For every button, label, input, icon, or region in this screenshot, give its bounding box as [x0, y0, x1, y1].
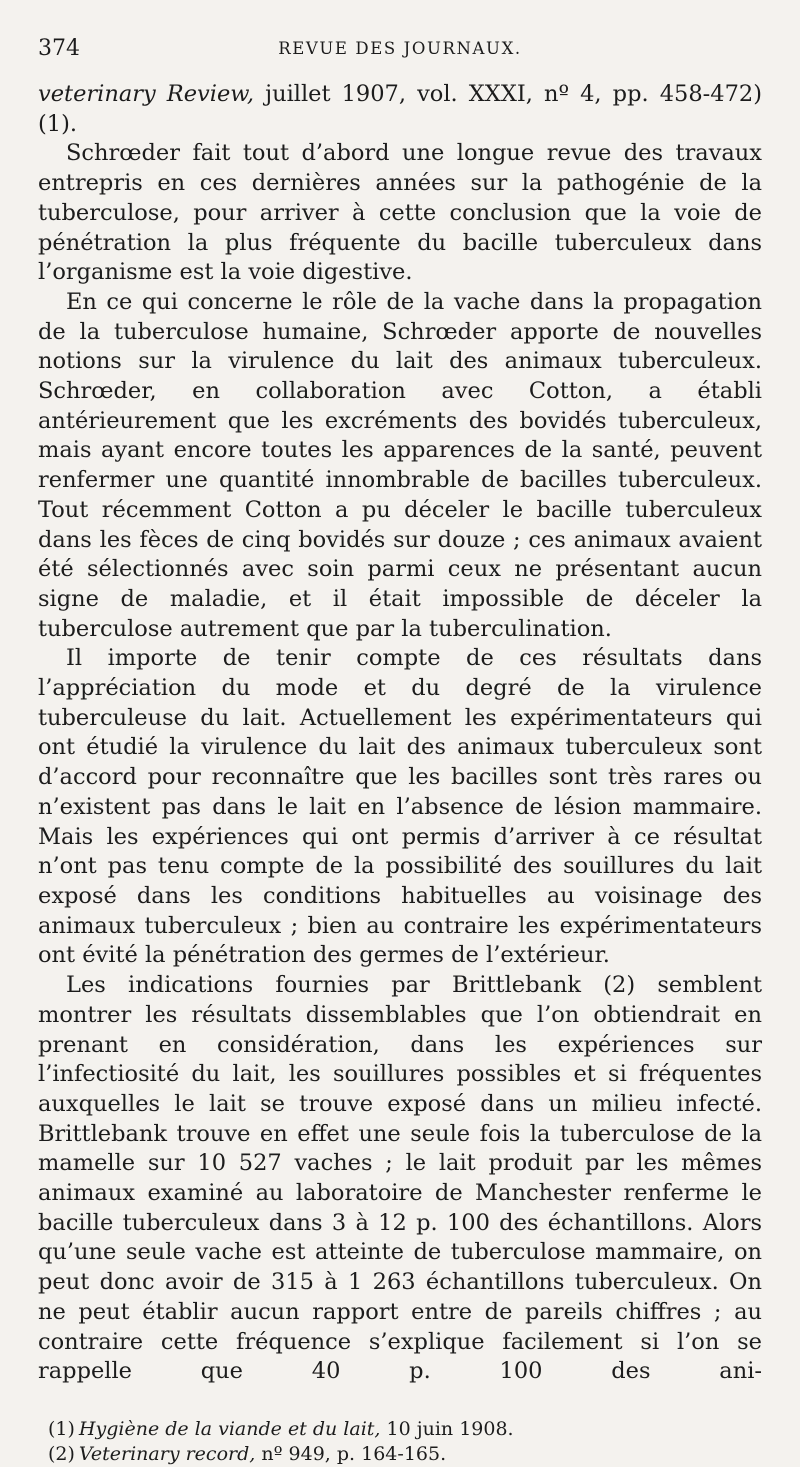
footnote-mark: (1) [48, 1417, 75, 1440]
footnote-detail: nº 949, p. 164-165. [255, 1442, 447, 1465]
footnote [48, 1417, 762, 1442]
running-head [38, 30, 762, 70]
paragraph: Il importe de tenir compte de ces résultats dans l’appréciation du mode et du degré de la virulence tuberculeuse du lait. Actuellement les expérimentateurs qui ont étudié la virulence du lait des animaux tuberculeux sont d’accord pour reconnaître que les bacilles sont très rares ou n’existent pas dans le lait en l’absence de lésion mammaire. Mais les expériences qui ont permis d’arriver à ce résultat n’ont pas tenu compte de la possibilité des souillures du lait exposé dans les conditions habituelles au voisinage des animaux tuberculeux ; bien au contraire les expérimentateurs ont évité la pénétration des germes de l’extérieur. [38, 645, 762, 969]
footnote-source: Hygiène de la viande et du lait, [78, 1417, 381, 1440]
footnote-detail: 10 juin 1908. [380, 1417, 514, 1440]
footnote-mark: (2) [48, 1442, 75, 1465]
paragraph: En ce qui concerne le rôle de la vache dans la propagation de la tuberculose humaine, Schrœder apporte de nouvelles notions sur la virulence du lait des animaux tuberculeux. Schrœder, en collaboration avec Cotton, a établi antérieurement que les excréments des bovidés tuberculeux, mais ayant encore toutes les apparences de la santé, peuvent renfermer une quantité innombrable de bacilles tuberculeux. Tout récemment Cotton a pu déceler le bacille tuberculeux dans les fèces de cinq bovidés sur douze ; ces animaux avaient été sélectionnés avec soin parmi ceux ne présentant aucun signe de maladie, et il était impossible de déceler la tuberculose autrement que par la tuberculination. [38, 288, 762, 642]
journal-reference-italic: veterinary Review, [38, 81, 255, 107]
paragraph: Schrœder fait tout d’abord une longue revue des travaux entrepris en ces dernières années sur la pathogénie de la tuberculose, pour arriver à cette conclusion que la voie de pénétration la plus fréquente du bacille tuberculeux dans l’organisme est la voie digestive. [38, 140, 762, 286]
journal-title: REVUE DES JOURNAUX. [278, 39, 522, 58]
journal-reference-detail: juillet 1907, vol. XXXI, nº 4, pp. 458-472) (1). [38, 81, 762, 137]
paragraph-continuation [38, 80, 762, 139]
footnotes [48, 1417, 762, 1467]
paragraph: Les indications fournies par Brittlebank (2) semblent montrer les résultats dissemblables que l’on obtiendrait en prenant en considération, dans les expériences sur l’infectiosité du lait, les souillures possibles et si fréquentes auxquelles le lait se trouve exposé dans un milieu infecté. Brittlebank trouve en effet une seule fois la tuberculose de la mamelle sur 10 527 vaches ; le lait produit par les mêmes animaux examiné au laboratoire de Manchester renferme le bacille tuberculeux dans 3 à 12 p. 100 des échantillons. Alors qu’une seule vache est atteinte de tuberculose mammaire, on peut donc avoir de 315 à 1 263 échantillons tuberculeux. On ne peut établir aucun rapport entre de pareils chiffres ; au contraire cette fréquence s’explique facilement si l’on se rappelle que 40 p. 100 des ani- [38, 972, 762, 1385]
footnote [48, 1442, 762, 1467]
page-number: 374 [38, 36, 80, 61]
footnote-source: Veterinary record, [78, 1442, 256, 1465]
article-body [38, 80, 762, 1387]
